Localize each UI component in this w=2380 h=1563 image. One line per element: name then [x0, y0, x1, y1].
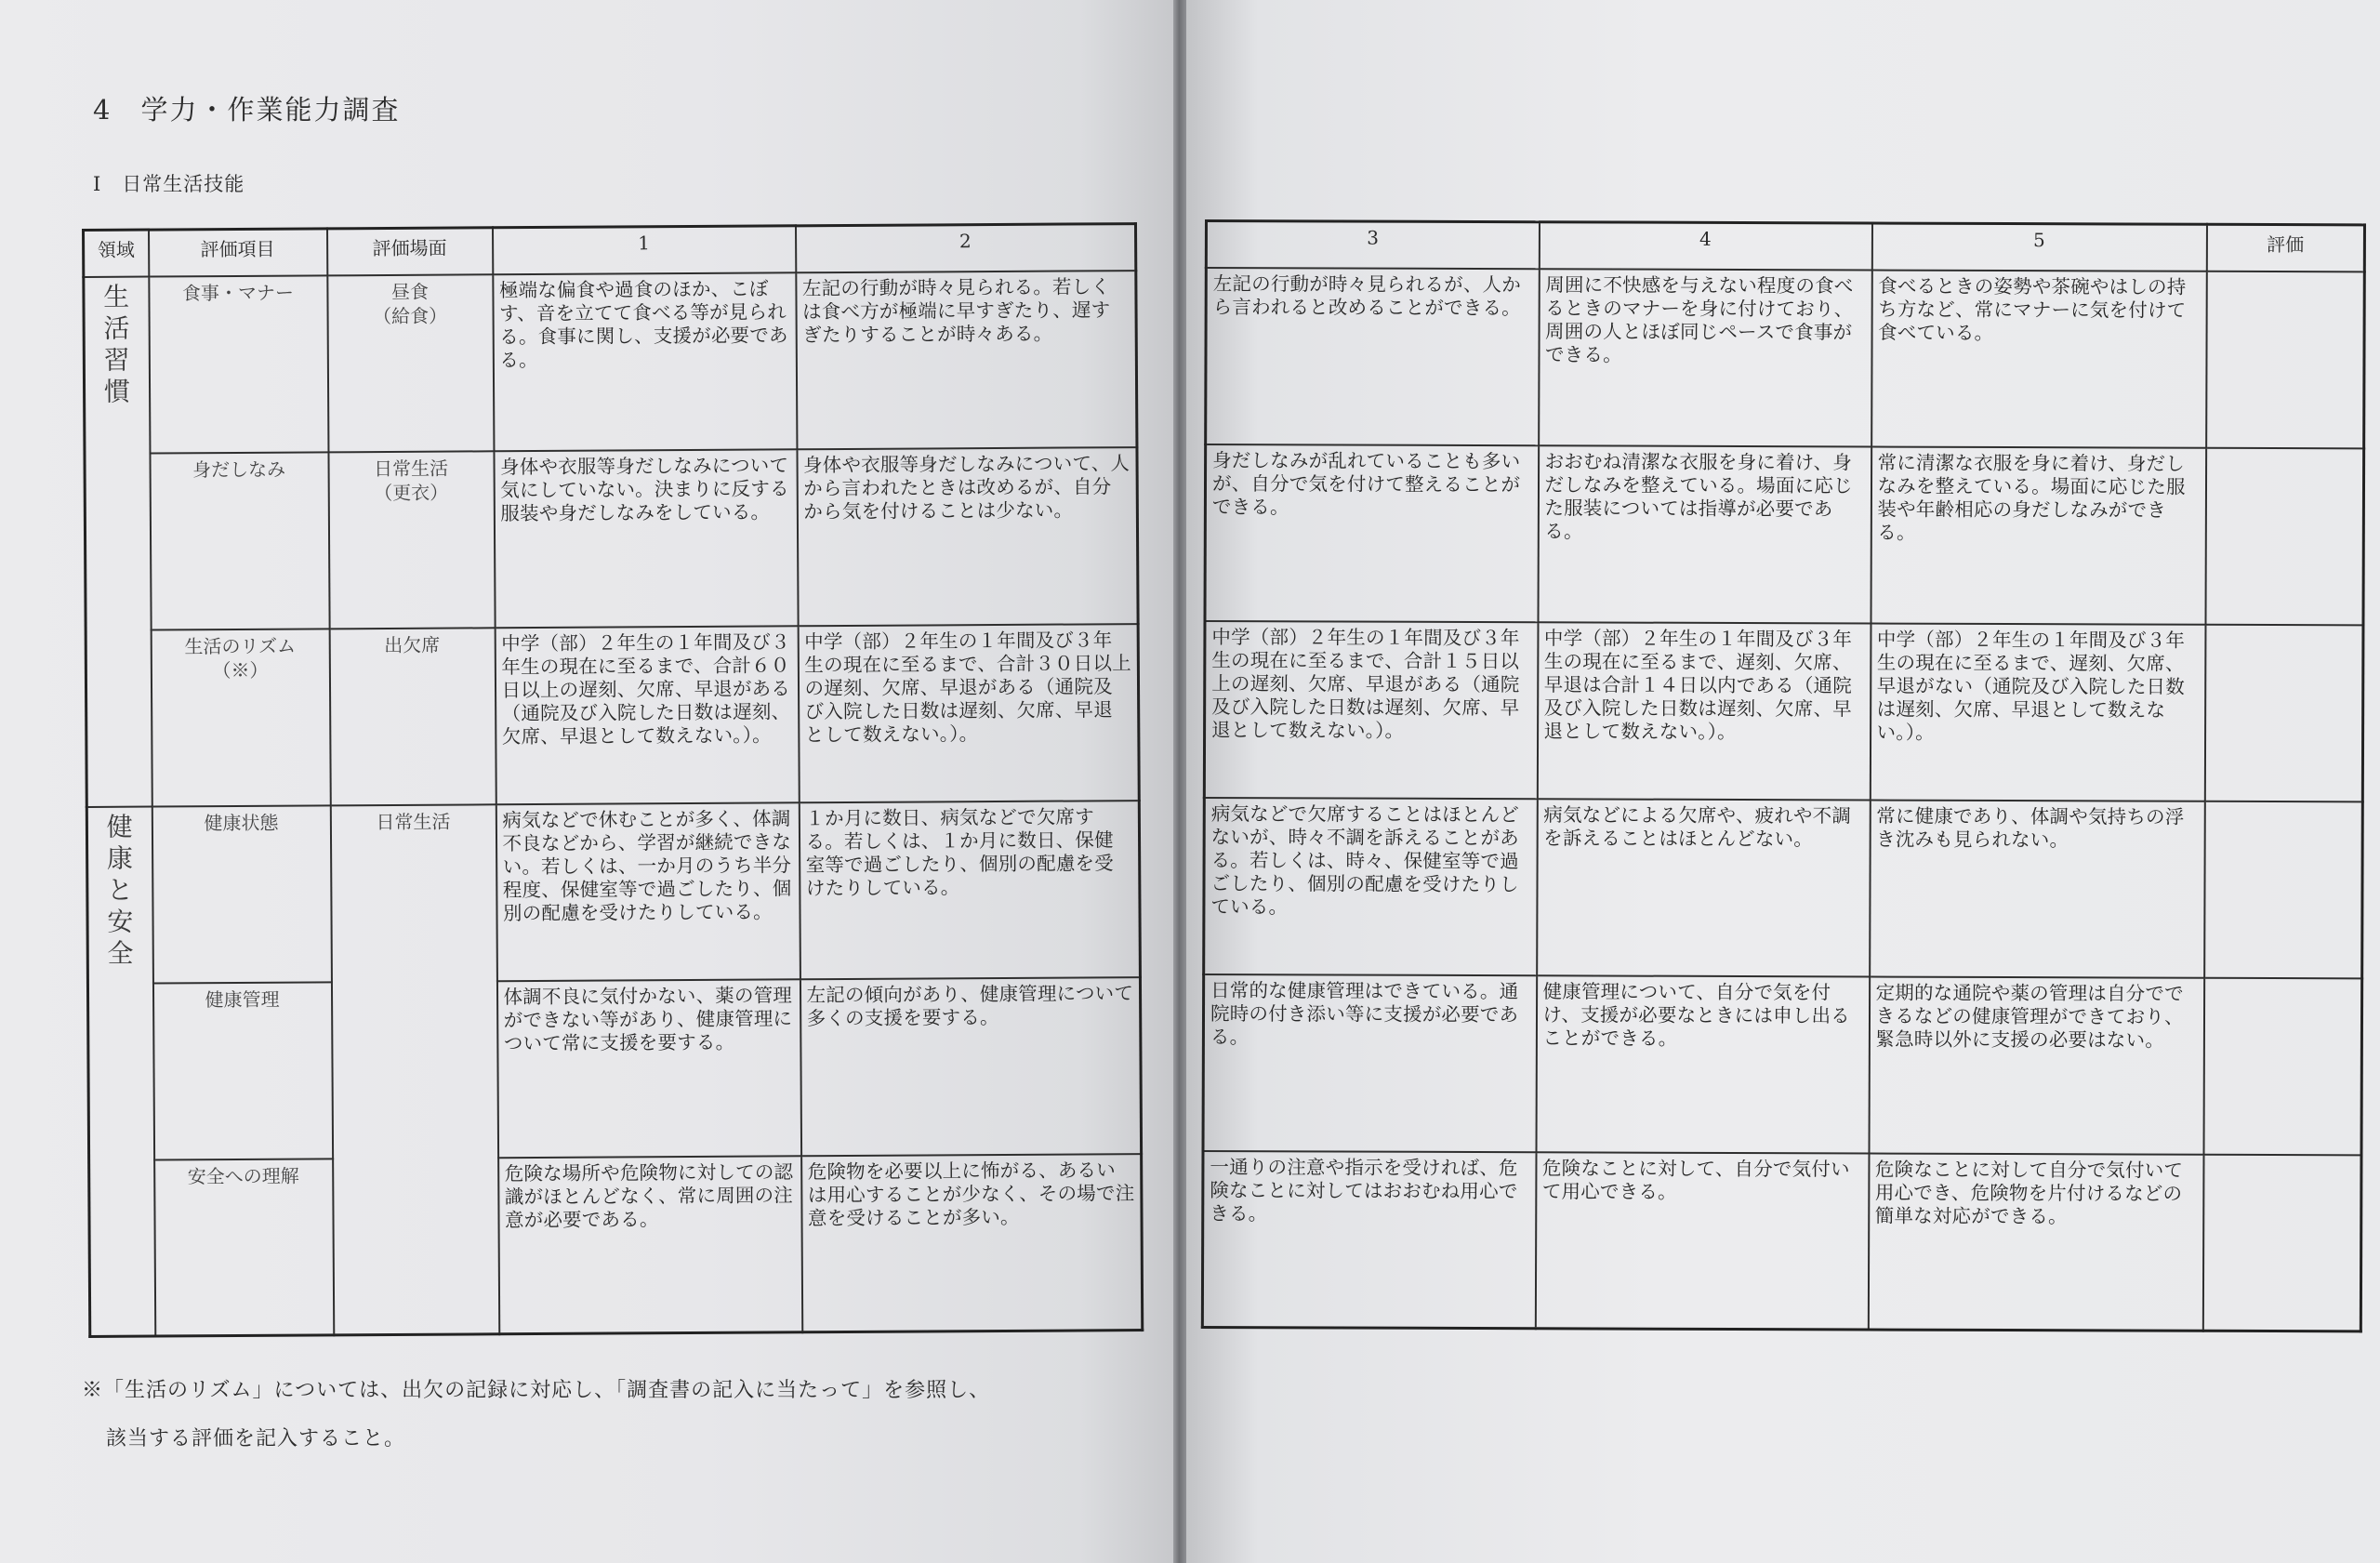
criterion-cell: 中学（部）２年生の１年間及び３年生の現在に至るまで、合計６０日以上の遅刻、欠席、早退がある（通院及び入院した日数は遅刻、欠席、早退として数えない。）。 — [495, 626, 799, 804]
table-row — [1203, 974, 2362, 1155]
criterion-cell: 周囲に不快感を与えない程度の食べるときのマナーを身に付けており、周囲の人とほぼ同じペースで食事ができる。 — [1539, 269, 1872, 446]
criterion-cell: 左記の傾向があり、健康管理について多くの支援を要する。 — [800, 977, 1141, 1156]
domain-life-habits — [84, 276, 152, 806]
criterion-cell: 中学（部）２年生の１年間及び３年生の現在に至るまで、遅刻、欠席、早退がない（通院及び入院した日数は遅刻、欠席、早退として数えない。）。 — [1870, 623, 2205, 801]
criterion-cell: 危険なことに対して、自分で気付いて用心できる。 — [1535, 1152, 1869, 1330]
header-level-4: 4 — [1539, 222, 1871, 270]
domain-label: 生活習慣 — [103, 281, 130, 407]
criterion-cell: 危険物を必要以上に怖がる、あるいは用心することが少なく、その場で注意を受けることが多い。 — [801, 1154, 1143, 1332]
criterion-cell: 常に健康であり、体調や気持ちの浮き沈みも見られない。 — [1870, 800, 2205, 977]
criterion-cell: 健康管理について、自分で気を付け、支援が必要なときには申し出ることができる。 — [1536, 975, 1870, 1153]
criterion-cell: おおむね清潔な衣服を身に着け、身だしなみを整えている。場面に応じた服装については指導が必要である。 — [1538, 445, 1871, 623]
item-label: 健康状態 — [152, 805, 331, 983]
table-row — [86, 801, 1140, 984]
table-row — [87, 977, 1141, 1160]
table-row — [84, 271, 1137, 454]
table-row — [86, 624, 1139, 807]
scene-label: 日常生活 （更衣） — [328, 451, 495, 629]
section-title: 4 学力・作業能力調査 — [93, 94, 401, 126]
domain-health-safety — [86, 806, 154, 1336]
item-label: 生活のリズム （※） — [151, 629, 330, 806]
criterion-cell: 左記の行動が時々見られる。若しくは食べ方が極端に早すぎたり、遅すぎたりすることが時々ある。 — [796, 271, 1137, 449]
criterion-cell: 食べるときの姿勢や茶碗やはしの持ち方など、常にマナーに気を付けて食べている。 — [1871, 270, 2207, 447]
header-level-1: 1 — [493, 226, 796, 274]
rating-cell[interactable] — [2204, 624, 2363, 801]
criterion-cell: 中学（部）２年生の１年間及び３年生の現在に至るまで、遅刻、欠席、早退は合計１４日以内である（通院及び入院した日数は遅刻、欠席、早退として数えない。）。 — [1537, 622, 1871, 800]
table-row — [1205, 444, 2364, 625]
criterion-cell: 身体や衣服等身だしなみについて、人から言われたときは改めるが、自分から気を付けることは少ない。 — [797, 447, 1138, 626]
rating-cell[interactable] — [2202, 1154, 2361, 1331]
rating-cell[interactable] — [2203, 977, 2362, 1155]
table-row — [89, 1154, 1143, 1337]
scene-label: 出欠席 — [329, 628, 496, 805]
criterion-cell: 日常的な健康管理はできている。通院時の付き添い等に支援が必要である。 — [1203, 974, 1537, 1152]
header-domain: 領域 — [84, 230, 149, 276]
header-level-5: 5 — [1871, 223, 2206, 271]
domain-label: 健康と安全 — [106, 811, 134, 969]
rating-cell[interactable] — [2205, 447, 2364, 625]
criterion-cell: 病気などで休むことが多く、体調不良などから、学習が継続できない。若しくは、一か月のうち半分程度、保健室等で過ごしたり、個別の配慮を受けたりしている。 — [496, 802, 800, 981]
criterion-cell: 身だしなみが乱れていることも多いが、自分で気を付けて整えることができる。 — [1205, 444, 1539, 622]
item-label: 食事・マナー — [149, 275, 328, 453]
table-row — [1202, 1150, 2361, 1331]
criterion-cell: 危険な場所や危険物に対しての認識がほとんどなく、常に周囲の注意が必要である。 — [498, 1156, 802, 1334]
criterion-cell: 左記の行動が時々見られるが、人から言われると改めることができる。 — [1206, 268, 1540, 445]
header-rating: 評価 — [2206, 224, 2364, 272]
scene-label: 日常生活 — [330, 804, 498, 1335]
item-label: 健康管理 — [152, 982, 332, 1159]
table-row — [85, 447, 1138, 630]
criterion-cell: 身体や衣服等身だしなみについて気にしていない。決まりに反する服装や身だしなみをしている。 — [494, 449, 798, 628]
scene-label: 昼食 （給食） — [327, 274, 494, 452]
book-gutter — [1173, 0, 1186, 1563]
table-row — [1204, 798, 2363, 978]
item-label: 安全への理解 — [154, 1159, 334, 1336]
subsection-title: Ⅰ 日常生活技能 — [93, 173, 245, 195]
header-scene: 評価場面 — [327, 228, 493, 275]
left-header-row — [84, 224, 1136, 277]
rating-cell[interactable] — [2204, 801, 2363, 978]
criterion-cell: 中学（部）２年生の１年間及び３年生の現在に至るまで、合計１５日以上の遅刻、欠席、早退がある（通院及び入院した日数は遅刻、欠席、早退として数えない。）。 — [1204, 621, 1538, 799]
header-level-3: 3 — [1206, 221, 1539, 269]
criterion-cell: 常に清潔な衣服を身に着け、身だしなみを整えている。場面に応じた服装や年齢相応の身だしなみができる。 — [1871, 446, 2206, 624]
criterion-cell: 体調不良に気付かない、薬の管理ができない等があり、健康管理について常に支援を要する。 — [496, 979, 800, 1158]
criterion-cell: 中学（部）２年生の１年間及び３年生の現在に至るまで、合計３０日以上の遅刻、欠席、早退がある（通院及び入院した日数は遅刻、欠席、早退として数えない。）。 — [798, 624, 1139, 802]
criterion-cell: 一通りの注意や指示を受ければ、危険なことに対してはおおむね用心できる。 — [1202, 1150, 1536, 1328]
right-header-row — [1206, 221, 2364, 272]
criterion-cell: 危険なことに対して自分で気付いて用心でき、危険物を片付けるなどの簡単な対応ができる。 — [1868, 1153, 2203, 1331]
footnote-line-2: 該当する評価を記入すること。 — [106, 1427, 406, 1450]
left-assessment-table — [82, 222, 1144, 1338]
criterion-cell: 病気などで欠席することはほとんどないが、時々不調を訴えることがある。若しくは、時々、保健室等で過ごしたり、個別の配慮を受けたりしている。 — [1204, 798, 1538, 975]
criterion-cell: 極端な偏食や過食のほか、こぼす、音を立てて食べる等が見られる。食事に関し、支援が必要である。 — [493, 272, 797, 451]
table-row — [1204, 621, 2363, 801]
table-row — [1206, 268, 2365, 448]
item-label: 身だしなみ — [150, 452, 329, 629]
rating-cell[interactable] — [2206, 271, 2365, 448]
criterion-cell: 定期的な通院や薬の管理は自分でできるなどの健康管理ができており、緊急時以外に支援の必要はない。 — [1869, 976, 2204, 1154]
header-item: 評価項目 — [149, 229, 327, 276]
footnote-line-1: ※「生活のリズム」については、出欠の記録に対応し、「調査書の記入に当たって」を参照し、 — [82, 1379, 991, 1402]
criterion-cell: １か月に数日、病気などで欠席する。若しくは、１か月に数日、保健室等で過ごしたり、個別の配慮を受けたりしている。 — [799, 801, 1140, 979]
criterion-cell: 病気などによる欠席や、疲れや不調を訴えることはほとんどない。 — [1537, 799, 1871, 976]
header-level-2: 2 — [795, 224, 1135, 272]
right-assessment-table — [1201, 219, 2366, 1332]
